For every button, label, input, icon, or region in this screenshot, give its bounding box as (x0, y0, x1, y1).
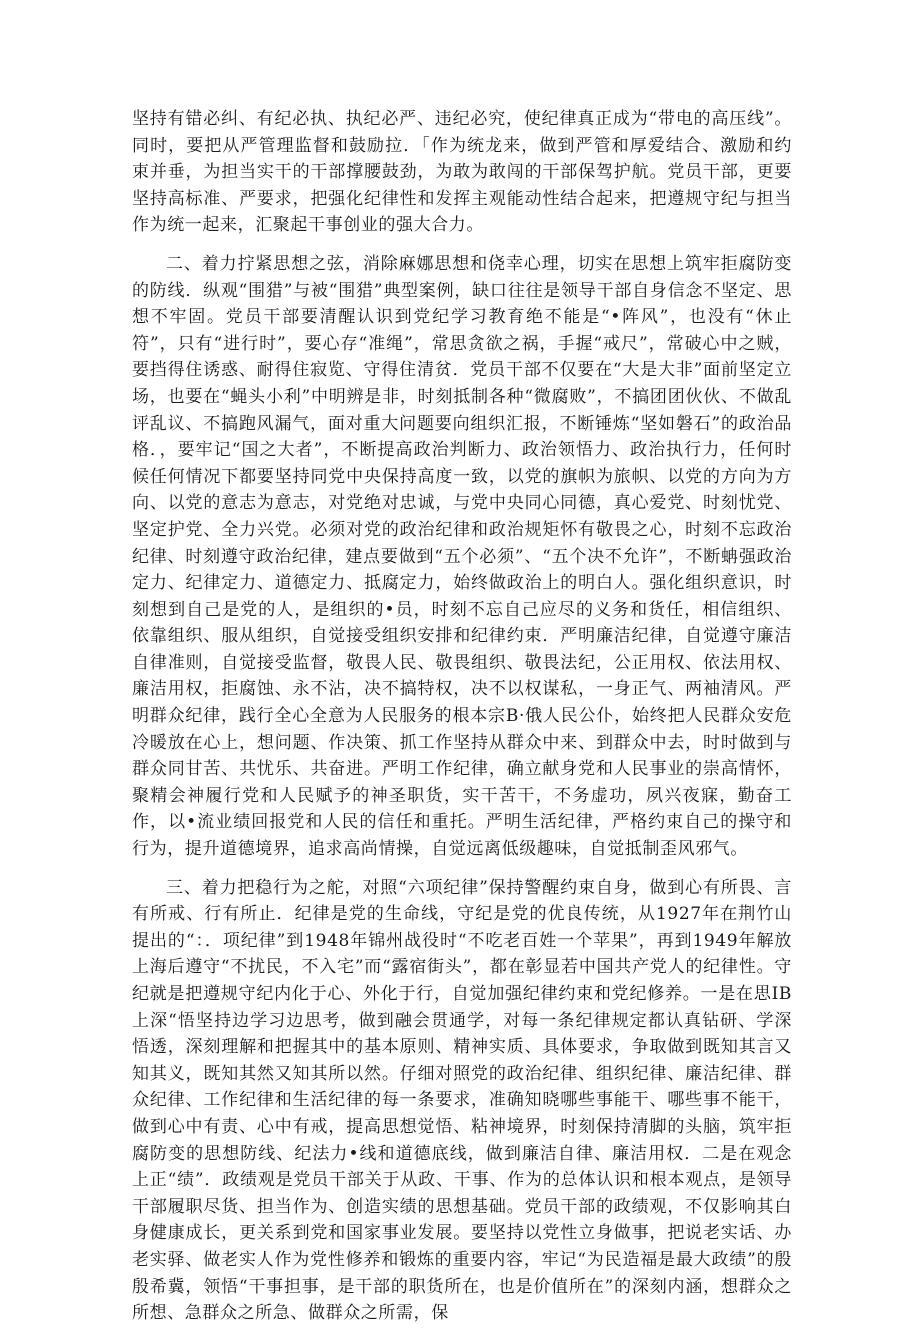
document-body (132, 106, 792, 1339)
paragraph-continuation: 坚持有错必纠、有纪必执、执纪必严、违纪必究，使纪律真正成为“带电的高压线”。同时，要把从严管理监督和鼓励拉．「作为统龙来，做到严管和厚爱结合、激励和约束并垂，为担当实干的干部撑腰鼓劲，为敢为敢闯的干部保驾护航。党员干部，更要坚持高标准、严要求，把强化纪律性和发挥主观能动性结合起来，把遵规守纪与担当作为统一起来，汇聚起干事创业的强大合力。 (132, 109, 792, 236)
paragraph-section-three: 三、着力把稳行为之舵，对照“六项纪律”保持警醒约束自身，做到心有所畏、言有所戒、行有所止．纪律是党的生命线，守纪是党的优良传统，从1927年在荆竹山提出的“：．项纪律”到1948年锦州战役时“不吃老百姓一个苹果”，再到1949年解放上海后遵守“不扰民，不入宅”而“露宿街头”，都在彰显若中国共产党人的纪律性。守纪就是把遵规守纪内化于心、外化于行，自觉加强纪律约束和党纪修养。一是在思IB上深“悟坚持边学习边思考，做到融会贯通学，对每一条纪律规定都认真钻研、学深悟透，深刻理解和把握其中的基本原则、精神实质、具体要求，争取做到既知其言又知其义，既知其然又知其所以然。仔细对照党的政治纪律、组织纪律、廉洁纪律、群众纪律、工作纪律和生活纪律的每一条要求，准确知晓哪些事能干、哪些事不能干，做到心中有责、心中有戒，提高思想觉悟、粘神境界，时刻保持清脚的头脑，筑牢拒腐防变的思想防线、纪法力•线和道德底线，做到廉洁自律、廉洁用权．二是在观念上正“绩”．政绩观是党员干部关于从政、干事、作为的总体认识和根本观点，是领导干部履职尽货、担当作为、创造实绩的思想基础。党员干部的政绩观，不仅影响其白身健康成长，更关系到党和国家事业发展。要坚持以党性立身做事，把说老实话、办老实驿、做老实人作为党性修养和锻炼的重要内容，牢记“为民造福是最大政绩”的殷殷希冀，领悟“干事担事，是干部的职货所在，也是价值所在”的深刻内涵，想群众之所想、急群众之所急、做群众之所需，保 (132, 877, 792, 1324)
paragraph-section-two: 二、着力拧紧思想之弦，消除麻娜思想和侥幸心理，切实在思想上筑牢拒腐防变的防线．纵观“围猎”与被“围猎”典型案例，缺口往往是领导干部自身信念不坚定、思想不牢固。党员干部要清醒认识到党纪学习教育绝不能是“•阵风”，也没有“休止符”，只有“进行时”，要心存“准绳”，常思贪欲之祸，手握“戒尺”，常破心中之贼，要挡得住诱惑、耐得住寂览、守得住清贫．党员干部不仅要在“大是大非”面前坚定立场，也要在“蝇头小利”中明辨是非，时刻抵制各种“微腐败”，不搞团团伙伙、不做乱评乱议、不搞跑风漏气，面对重大问题要向组织汇报，不断锤炼“坚如磐石”的政治品格．，要牢记“国之大者”，不断提高政治判断力、政治领悟力、政治执行力，任何时候任何情况下都要坚持同党中央保持高度一致，以党的旗帜为旅帜、以党的方向为方向、以党的意志为意志，对党绝对忠诚，与党中央同心同德，真心爱党、时刻忧党、坚定护党、全力兴党。必须对党的政治纪律和政治规矩怀有敬畏之心，时刻不忘政治纪律、时刻遵守政治纪律，建点要做到“五个必须”、“五个决不允许”，不断蚺强政治定力、纪律定力、道德定力、抵腐定力，始终做政治上的明白人。强化组织意识，时刻想到自己是党的人，是组织的•员，时刻不忘自己应尽的义务和货任，相信组织、依靠组织、服从组织，自觉接受组织安排和纪律约束．严明廉洁纪律，自觉遵守廉洁自律准则，自觉接受监督，敬畏人民、敬畏组织、敬畏法纪，公正用权、依法用权、廉洁用权，拒腐蚀、永不沾，决不搞特权，决不以权谋私，一身正气、两袖清风。严明群众纪律，践行全心全意为人民服务的根本宗B·俄人民公仆，始终把人民群众安危冷暖放在心上，想问题、作决策、抓工作坚持从群众中来、到群众中去，时时做到与群众同甘苦、共忧乐、共奋进。严明工作纪律，确立献身党和人民事业的崇高情怀，聚精会神履行党和人民赋予的神圣职货，实干苦干，不务虚功，夙兴夜寐，勤奋工作，以•流业绩回报党和人民的信任和重托。严明生活纪律，严格约束自己的操守和行为，提升道德境界，追求高尚情操，自觉远离低级趣味，自觉抵制歪风邪气。 (132, 253, 792, 860)
